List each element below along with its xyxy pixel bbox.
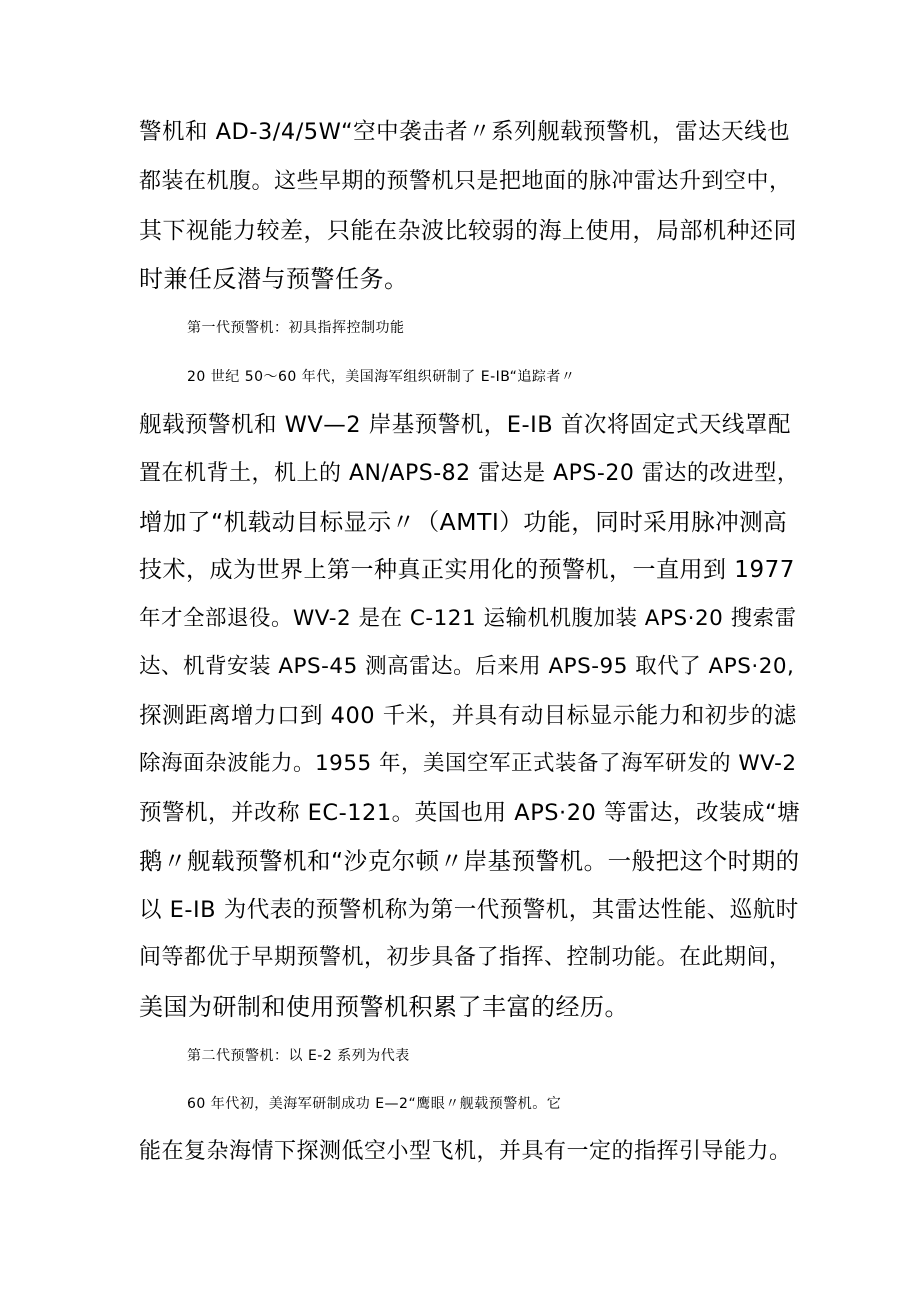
- text-line: 以 E-IB 为代表的预警机称为第一代预警机，其雷达性能、巡航时: [139, 897, 799, 923]
- text-line: 增加了“机载动目标显示〃（AMTI）功能，同时采用脉冲测高: [139, 508, 788, 536]
- text-line: 美国为研制和使用预警机积累了丰富的经历。: [139, 993, 629, 1021]
- text-line: 能在复杂海情下探测低空小型飞机，并具有一定的指挥引导能力。: [139, 1139, 792, 1164]
- text-line: 探测距离增力口到 400 千米，并具有动目标显示能力和初步的滤: [139, 703, 797, 729]
- section-heading: 第一代预警机：初具指挥控制功能: [187, 320, 405, 336]
- text-line: 都装在机腹。这些早期的预警机只是把地面的脉冲雷达升到空中，: [139, 169, 792, 194]
- text-line: 60 年代初，美海军研制成功 E—2“鹰眼〃舰载预警机。它: [187, 1096, 562, 1112]
- text-line: 其下视能力较差，只能在杂波比较弱的海上使用，局部机种还同: [139, 218, 797, 244]
- text-line: 舰载预警机和 WV—2 岸基预警机，E-IB 首次将固定式天线罩配: [139, 412, 791, 438]
- text-line: 警机和 AD-3/4/5W“空中袭击者〃系列舰载预警机，雷达天线也: [139, 119, 791, 145]
- text-line: 技术，成为世界上第一种真正实用化的预警机，一直用到 1977: [139, 557, 795, 583]
- text-line: 20 世纪 50～60 年代，美国海军组织研制了 E-IB“追踪者〃: [187, 369, 576, 385]
- text-line: 时兼任反潜与预警任务。: [139, 265, 409, 293]
- text-line: 达、机背安装 APS-45 测高雷达。后来用 APS-95 取代了 APS·20,: [139, 654, 795, 679]
- section-heading: 第二代预警机：以 E-2 系列为代表: [187, 1048, 410, 1064]
- text-line: 间等都优于早期预警机，初步具备了指挥、控制功能。在此期间，: [139, 945, 792, 970]
- text-line: 年才全部退役。WV-2 是在 C-121 运输机机腹加装 APS·20 搜索雷: [139, 606, 797, 631]
- text-line: 预警机，并改称 EC-121。英国也用 APS·20 等雷达，改装成“塘: [139, 800, 801, 826]
- text-line: 置在机背土，机上的 AN/APS-82 雷达是 APS-20 雷达的改进型，: [139, 461, 800, 486]
- text-line: 除海面杂波能力。1955 年，美国空军正式装备了海军研发的 WV-2: [139, 751, 797, 776]
- text-line: 鹅〃舰载预警机和“沙克尔顿〃岸基预警机。一般把这个时期的: [139, 847, 800, 875]
